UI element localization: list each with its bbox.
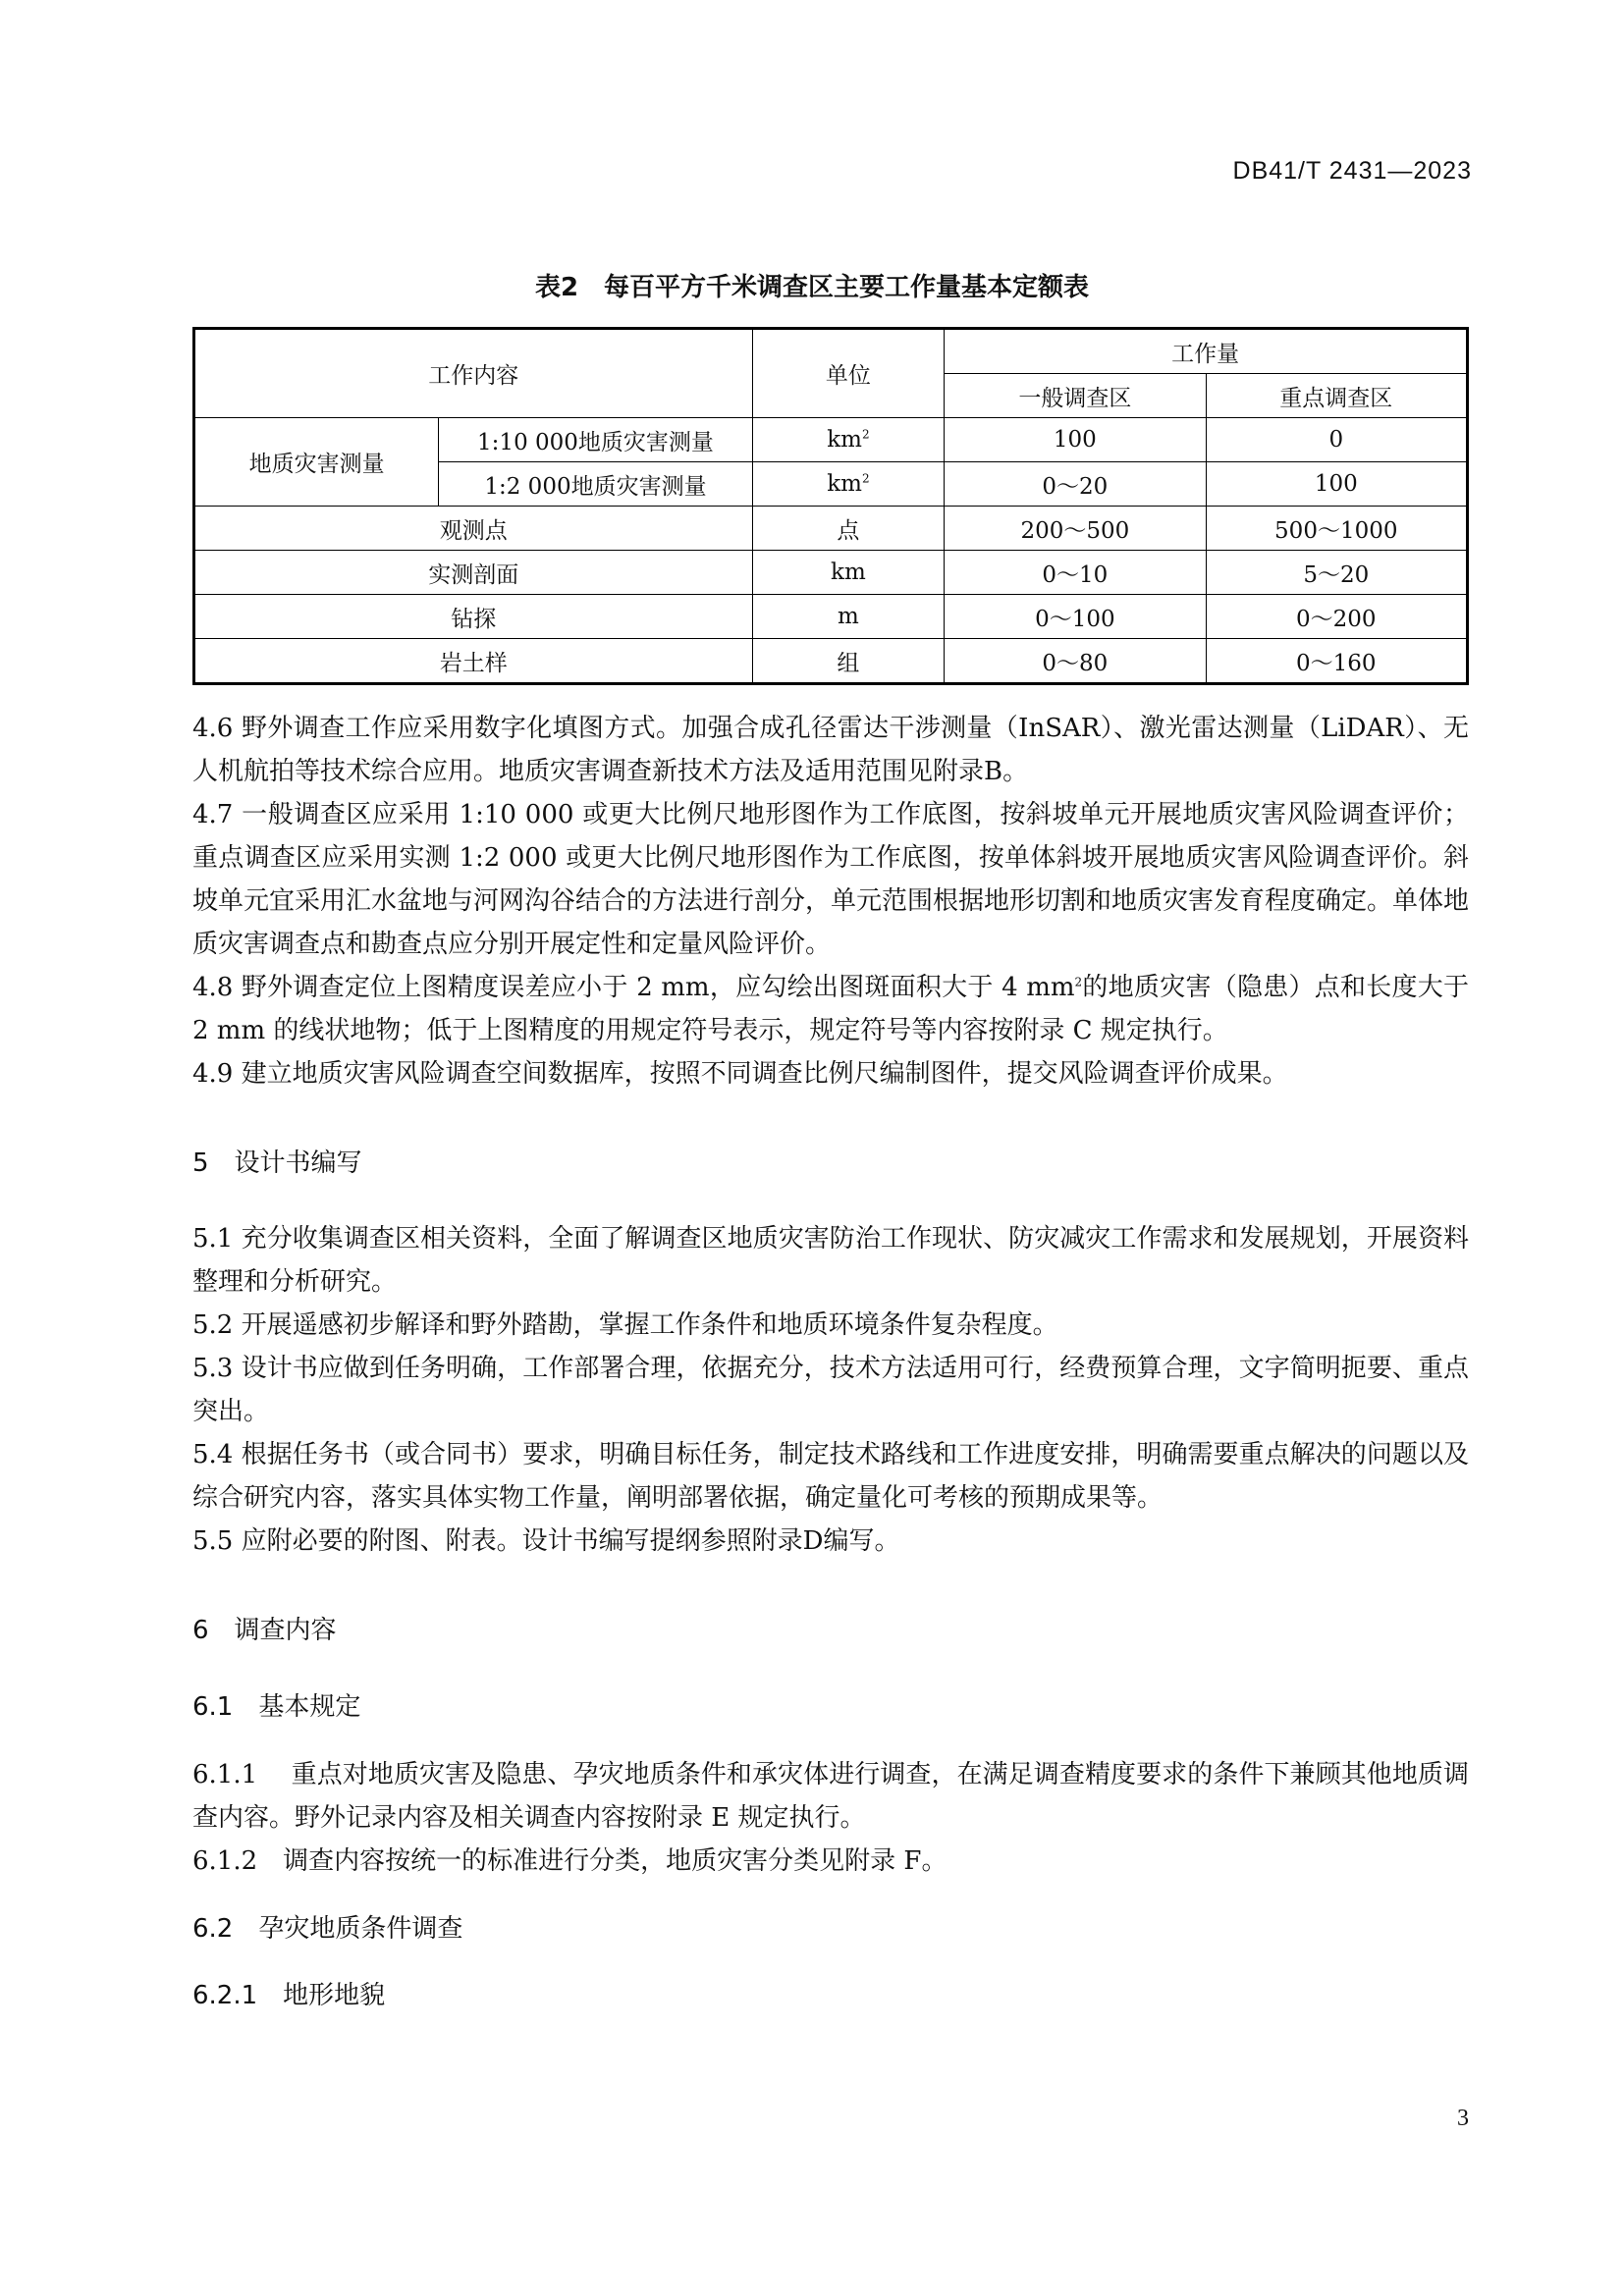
- table-row: [194, 418, 1468, 462]
- table-row: [194, 595, 1468, 639]
- row-label: 岩土样: [194, 639, 753, 684]
- row-unit: m: [752, 595, 945, 639]
- header-key-area: 重点调查区: [1206, 374, 1467, 418]
- row-key-value: 0～200: [1206, 595, 1467, 639]
- section-6-2-heading: 6.2 孕灾地质条件调查: [192, 1914, 463, 1944]
- header-work-content: 工作内容: [194, 329, 753, 418]
- header-general-area: 一般调查区: [945, 374, 1206, 418]
- page-number: 3: [1457, 2106, 1469, 2131]
- section-5-heading: 5 设计书编写: [192, 1148, 362, 1178]
- paragraph-4-7: 4.7 一般调查区应采用 1:10 000 或更大比例尺地形图作为工作底图，按斜坡单元开展地质灾害风险调查评价；重点调查区应采用实测 1:2 000 或更大比例尺地形图作为工作底图，按单体斜坡开展地质灾害风险调查评价。斜坡单元宜采用汇水盆地与河网沟谷结合的方法进行剖分，单元范围根据地形切割和地质灾害发育程度确定。单体地质灾害调查点和勘查点应分别开展定性和定量风险评价。: [192, 800, 1470, 959]
- paragraph-5-3: 5.3 设计书应做到任务明确，工作部署合理，依据充分，技术方法适用可行，经费预算合理，文字简明扼要、重点突出。: [192, 1354, 1469, 1426]
- row-unit: $km^2$: [752, 462, 945, 507]
- table-title: 表2 每百平方千米调查区主要工作量基本定额表: [534, 273, 1090, 302]
- paragraph-5-4: 5.4 根据任务书（或合同书）要求，明确目标任务，制定技术路线和工作进度安排，明确需要重点解决的问题以及综合研究内容，落实具体实物工作量，阐明部署依据，确定量化可考核的预期成果等。: [192, 1440, 1469, 1513]
- section-6-2-1-heading: 6.2.1 地形地貌: [192, 1981, 386, 2010]
- row-general-value: 200～500: [945, 507, 1206, 551]
- row-label: 观测点: [194, 507, 753, 551]
- paragraph-6-1-2: 6.1.2 调查内容按统一的标准进行分类，地质灾害分类见附录 F。: [192, 1846, 947, 1876]
- paragraph-5-5: 5.5 应附必要的附图、附表。设计书编写提纲参照附录D编写。: [192, 1526, 900, 1556]
- row-general-value: 0～20: [945, 462, 1206, 507]
- row-label: 1:10 000地质灾害测量: [439, 418, 752, 462]
- row-key-value: 0: [1206, 418, 1467, 462]
- row-label: 实测剖面: [194, 551, 753, 595]
- table-row: [194, 639, 1468, 684]
- row-unit: km: [752, 551, 945, 595]
- row-unit: 组: [752, 639, 945, 684]
- section-6-1-heading: 6.1 基本规定: [192, 1692, 361, 1722]
- row-key-value: 500～1000: [1206, 507, 1467, 551]
- paragraph-4-6: 4.6 野外调查工作应采用数字化填图方式。加强合成孔径雷达干涉测量（InSAR）、激光雷达测量（LiDAR）、无人机航拍等技术综合应用。地质灾害调查新技术方法及适用范围见附录B。: [192, 714, 1469, 786]
- table-row: [194, 507, 1468, 551]
- document-code: DB41/T 2431—2023: [1232, 157, 1472, 185]
- section-5-paragraphs: [192, 1217, 1469, 1563]
- row-general-value: 0～10: [945, 551, 1206, 595]
- row-label: 1:2 000地质灾害测量: [439, 462, 752, 507]
- row-unit: 点: [752, 507, 945, 551]
- section-6-heading: 6 调查内容: [192, 1616, 337, 1645]
- paragraph-4-8: 4.8 野外调查定位上图精度误差应小于 2 mm，应勾绘出图斑面积大于 4 $mm^2$的地质灾害（隐患）点和长度大于 2 mm 的线状地物；低于上图精度的用规定符号表示，规定符号等内容按附录 C 规定执行。: [192, 973, 1469, 1045]
- section-6-1-paragraphs: [192, 1753, 1469, 1883]
- paragraph-5-1: 5.1 充分收集调查区相关资料，全面了解调查区地质灾害防治工作现状、防灾减灾工作需求和发展规划，开展资料整理和分析研究。: [192, 1224, 1469, 1297]
- paragraph-6-1-1: 6.1.1 重点对地质灾害及隐患、孕灾地质条件和承灾体进行调查，在满足调查精度要求的条件下兼顾其他地质调查内容。野外记录内容及相关调查内容按附录 E 规定执行。: [192, 1760, 1469, 1833]
- header-workload: 工作量: [945, 329, 1468, 374]
- section-4-paragraphs: [192, 707, 1469, 1095]
- row-general-value: 100: [945, 418, 1206, 462]
- paragraph-4-9: 4.9 建立地质灾害风险调查空间数据库，按照不同调查比例尺编制图件，提交风险调查评价成果。: [192, 1059, 1288, 1089]
- row-key-value: 0～160: [1206, 639, 1467, 684]
- row-general-value: 0～100: [945, 595, 1206, 639]
- row-general-value: 0～80: [945, 639, 1206, 684]
- row-label: 钻探: [194, 595, 753, 639]
- group-label: 地质灾害测量: [194, 418, 439, 507]
- workload-quota-table: [192, 327, 1469, 685]
- row-key-value: 100: [1206, 462, 1467, 507]
- header-unit: 单位: [752, 329, 945, 418]
- row-key-value: 5～20: [1206, 551, 1467, 595]
- paragraph-5-2: 5.2 开展遥感初步解译和野外踏勘，掌握工作条件和地质环境条件复杂程度。: [192, 1310, 1058, 1340]
- table-row: [194, 551, 1468, 595]
- row-unit: $km^2$: [752, 418, 945, 462]
